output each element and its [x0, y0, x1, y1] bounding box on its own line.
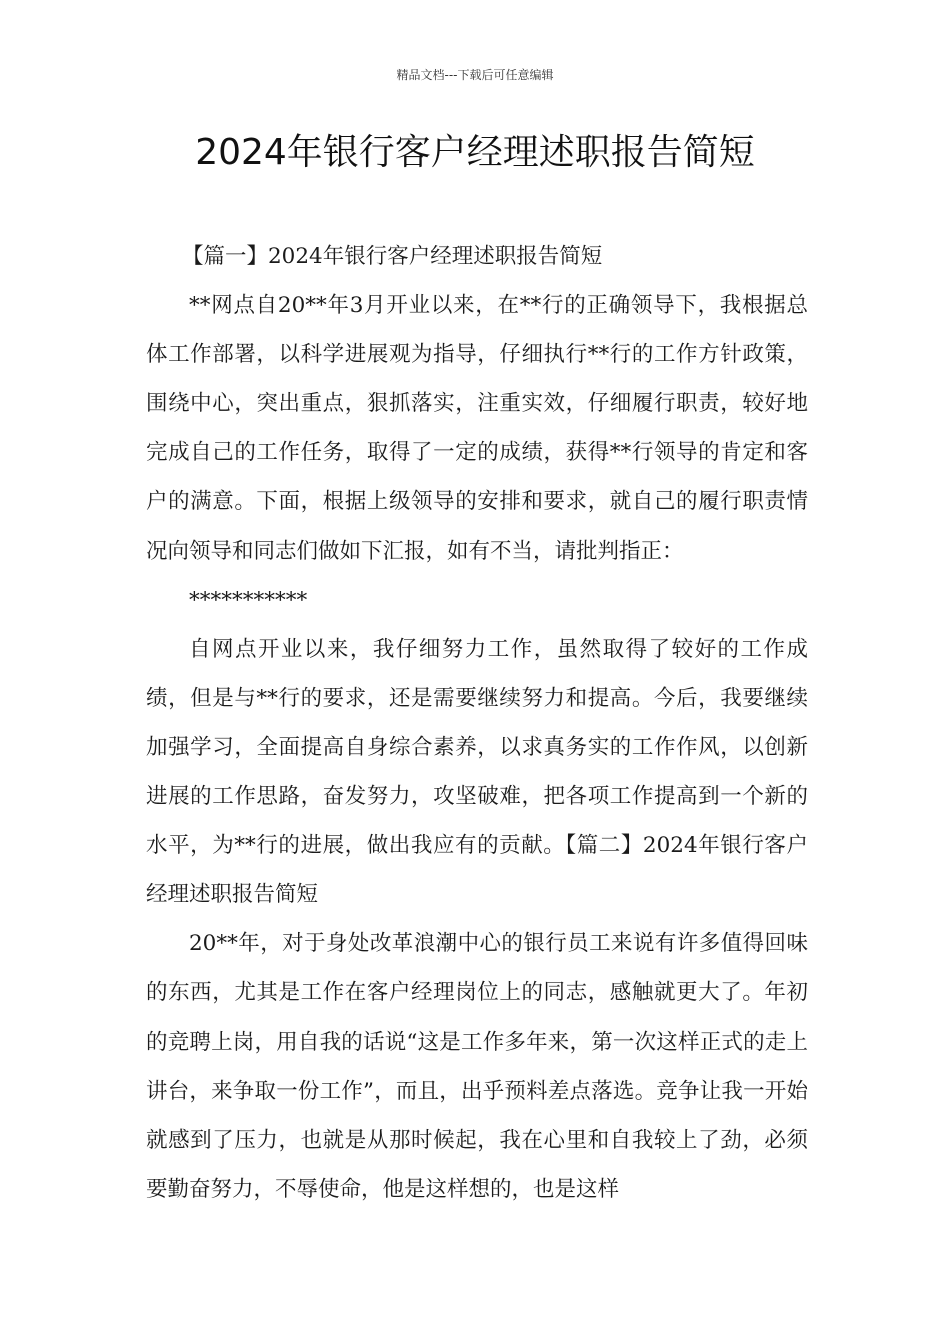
section-heading: 【篇一】2024年银行客户经理述职报告简短: [182, 244, 603, 269]
paragraph: 20**年，对于身处改革浪潮中心的银行员工来说有许多值得回味的东西，尤其是工作在客户经理岗位上的同志，感触就更大了。年初的竞聘上岗，用自我的话说“这是工作多年来，第一次这样正式的走上讲台，来争取一份工作”，而且，出乎预料差点落选。竞争让我一开始就感到了压力，也就是从那时候起，我在心里和自我较上了劲，必须要勤奋努力，不辱使命，他是这样想的，也是这样: [146, 931, 808, 1202]
separator-line: ***********: [189, 587, 308, 613]
paragraph: 自网点开业以来，我仔细努力工作，虽然取得了较好的工作成绩，但是与**行的要求，还是需要继续努力和提高。今后，我要继续加强学习，全面提高自身综合素养，以求真务实的工作作风，以创新进展的工作思路，奋发努力，攻坚破难，把各项工作提高到一个新的水平，为**行的进展，做出我应有的贡献。【篇二】2024年银行客户经理述职报告简短: [146, 636, 808, 908]
document-title: 2024年银行客户经理述职报告简短: [195, 132, 755, 173]
document-body: [146, 232, 808, 1214]
header-note: 精品文档---下载后可任意编辑: [396, 68, 554, 82]
paragraph: **网点自20**年3月开业以来，在**行的正确领导下，我根据总体工作部署，以科学进展观为指导，仔细执行**行的工作方针政策，围绕中心，突出重点，狠抓落实，注重实效，仔细履行职责，较好地完成自己的工作任务，取得了一定的成绩，获得**行领导的肯定和客户的满意。下面，根据上级领导的安排和要求，就自己的履行职责情况向领导和同志们做如下汇报，如有不当，请批判指正：: [146, 293, 808, 564]
